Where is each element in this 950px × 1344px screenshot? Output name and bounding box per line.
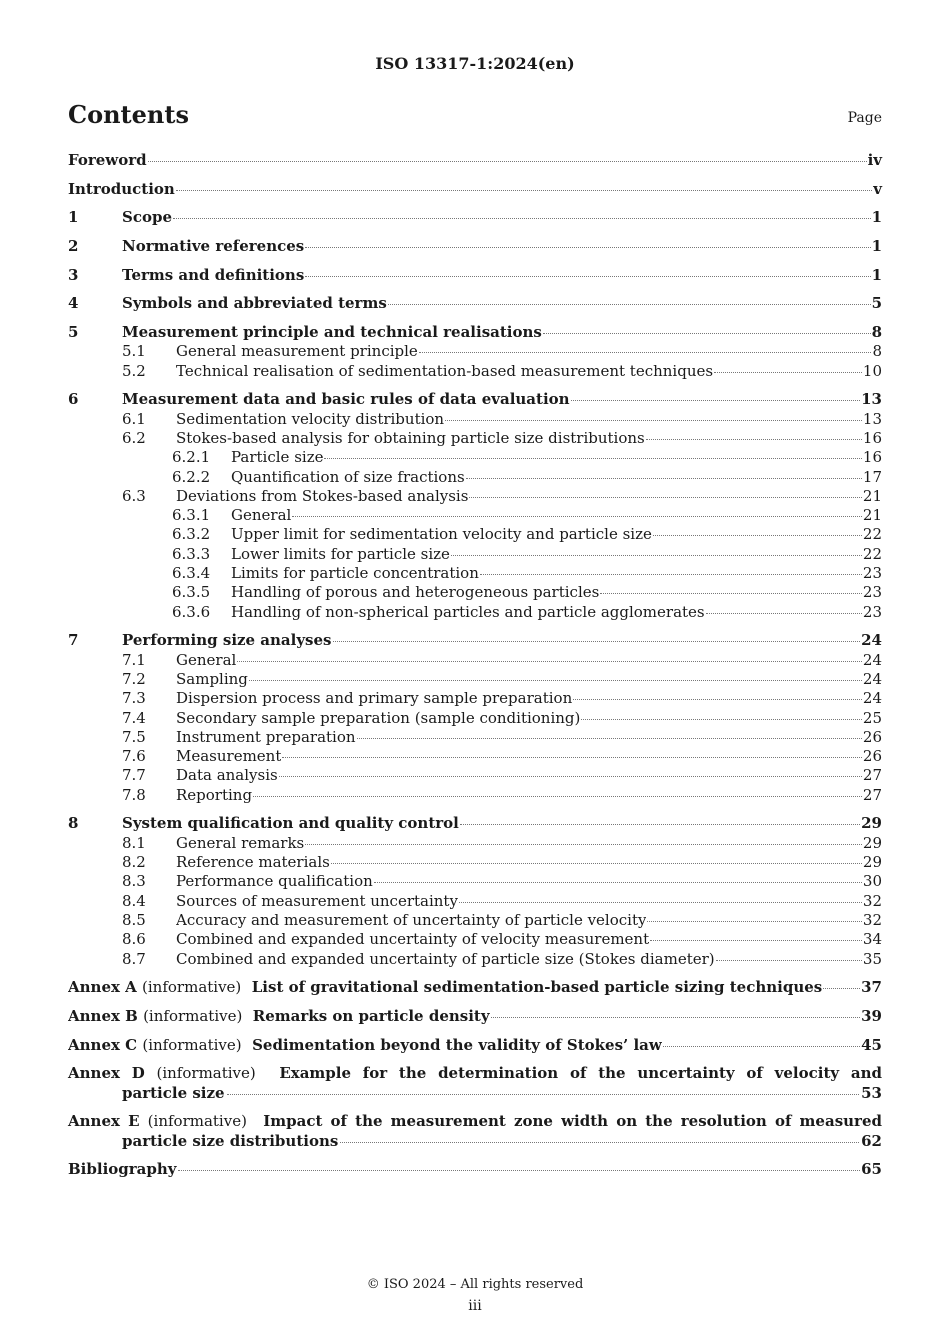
toc-entry-number: 7.7 xyxy=(122,766,146,785)
toc-entry-page: 16 xyxy=(862,448,882,467)
toc-entry-title: Performing size analyses xyxy=(122,631,332,650)
toc-entry-number: 7.2 xyxy=(122,669,146,688)
toc-entry-title: Introduction xyxy=(68,179,175,198)
toc-entry-number: 5.1 xyxy=(122,342,146,361)
toc-entry-title: General xyxy=(231,506,292,525)
toc-entry-number: 8.5 xyxy=(122,910,146,929)
toc-entry-title: Dispersion process and primary sample preparation xyxy=(176,689,573,708)
toc-entry[interactable] xyxy=(68,872,882,891)
toc-entry-page: 8 xyxy=(872,342,882,361)
page-column-label: Page xyxy=(847,110,882,126)
toc-entry[interactable] xyxy=(68,766,882,785)
toc-entry[interactable] xyxy=(68,151,882,170)
annex-title-line-1 xyxy=(68,1064,882,1083)
toc-entry-number: 7.4 xyxy=(122,708,146,727)
toc-entry-number: 5.2 xyxy=(122,361,146,380)
annex-label: Annex B xyxy=(68,1006,138,1025)
toc-entry[interactable] xyxy=(68,786,882,805)
toc-entry-title: Sources of measurement uncertainty xyxy=(176,891,458,910)
dot-leader xyxy=(543,333,871,334)
toc-entry-title: Performance qualification xyxy=(176,872,373,891)
toc-entry[interactable] xyxy=(68,410,882,429)
dot-leader xyxy=(282,757,862,758)
dot-leader xyxy=(292,516,862,517)
annex-title: Remarks on particle density xyxy=(252,1006,490,1025)
dot-leader xyxy=(653,535,862,536)
toc-entry-number: 8 xyxy=(68,814,79,833)
dot-leader xyxy=(324,458,861,459)
toc-entry-title: Handling of non-spherical particles and particle agglomerates xyxy=(231,602,705,621)
toc-entry[interactable] xyxy=(68,390,882,409)
toc-entry-page: 13 xyxy=(862,409,882,428)
dot-leader xyxy=(419,352,872,353)
toc-entry-title: Combined and expanded uncertainty of velocity measurement xyxy=(176,930,650,949)
toc-entry-page: 21 xyxy=(862,506,882,525)
toc-entry-page: 65 xyxy=(861,1160,882,1179)
dot-leader xyxy=(253,796,862,797)
toc-annex-entry[interactable] xyxy=(68,1064,882,1103)
annex-type: (informative) xyxy=(147,1112,247,1131)
toc-entry-page: 29 xyxy=(861,814,882,833)
annex-label: Annex E xyxy=(68,1112,140,1131)
toc-entry[interactable] xyxy=(68,853,882,872)
toc-entry-number: 7.1 xyxy=(122,650,146,669)
toc-entry-title: Reporting xyxy=(176,785,253,804)
dot-leader xyxy=(178,1170,861,1171)
toc-entry-title: Instrument preparation xyxy=(176,727,356,746)
toc-entry[interactable] xyxy=(68,208,882,227)
toc-entry-title: Scope xyxy=(122,208,173,227)
toc-entry-number: 3 xyxy=(68,265,79,284)
dot-leader xyxy=(716,960,862,961)
dot-leader xyxy=(650,940,862,941)
toc-entry-number: 6.3 xyxy=(122,486,146,505)
dot-leader xyxy=(823,988,860,989)
toc-entry-number: 4 xyxy=(68,294,79,313)
toc-entry-number: 6.3.6 xyxy=(172,602,211,621)
toc-entry-title: Upper limit for sedimentation velocity and particle size xyxy=(231,525,652,544)
dot-leader xyxy=(573,699,862,700)
toc-entry-number: 6.3.5 xyxy=(172,583,211,602)
dot-leader xyxy=(279,776,862,777)
toc-entry[interactable] xyxy=(68,689,882,708)
toc-annex-title xyxy=(68,1036,662,1055)
toc-entry-title: Technical realisation of sedimentation-based measurement techniques xyxy=(176,361,714,380)
toc-entry-page: 5 xyxy=(871,294,882,313)
toc-entry[interactable] xyxy=(68,545,882,564)
toc-entry[interactable] xyxy=(68,429,882,448)
toc-entry-number: 8.1 xyxy=(122,833,146,852)
toc-entry-number: 6.1 xyxy=(122,409,146,428)
toc-entry[interactable] xyxy=(68,651,882,670)
toc-entry-page: 1 xyxy=(871,265,882,284)
toc-entry-page: 8 xyxy=(871,323,882,342)
annex-type: (informative) xyxy=(142,1035,242,1054)
toc-entry-title: General measurement principle xyxy=(176,342,418,361)
toc-entry-title: Normative references xyxy=(122,237,305,256)
toc-entry[interactable] xyxy=(68,564,882,583)
toc-entry-page: 1 xyxy=(871,237,882,256)
toc-entry[interactable] xyxy=(68,747,882,766)
toc-entry[interactable] xyxy=(68,670,882,689)
toc-entry-page: 34 xyxy=(862,930,882,949)
toc-entry-page: 37 xyxy=(861,978,882,997)
toc-entry[interactable] xyxy=(68,294,882,313)
toc-entry-page: 24 xyxy=(862,669,882,688)
toc-entry[interactable] xyxy=(68,266,882,285)
dot-leader xyxy=(340,1142,859,1143)
toc-entry-page: 17 xyxy=(862,467,882,486)
toc-entry-number: 6.2.2 xyxy=(172,467,211,486)
toc-entry[interactable] xyxy=(68,814,882,833)
toc-entry-title: Handling of porous and heterogeneous particles xyxy=(231,583,600,602)
dot-leader xyxy=(491,1017,861,1018)
table-of-contents xyxy=(68,151,882,1180)
toc-entry[interactable] xyxy=(68,950,882,969)
toc-entry-title: System qualification and quality control xyxy=(122,814,459,833)
toc-entry[interactable] xyxy=(68,448,882,467)
toc-entry[interactable] xyxy=(68,506,882,525)
annex-title: Sedimentation beyond the validity of Stokes’ law xyxy=(252,1035,662,1054)
toc-entry[interactable] xyxy=(68,583,882,602)
dot-leader xyxy=(148,161,867,162)
toc-entry-number: 6 xyxy=(68,390,79,409)
dot-leader xyxy=(305,247,870,248)
toc-entry-page: 32 xyxy=(862,910,882,929)
toc-entry-number: 5 xyxy=(68,323,79,342)
toc-entry-title: General remarks xyxy=(176,833,305,852)
toc-entry-page: 45 xyxy=(861,1035,882,1054)
dot-leader xyxy=(646,439,862,440)
dot-leader xyxy=(227,1094,860,1095)
toc-entry-page: 29 xyxy=(862,853,882,872)
toc-entry-page: iv xyxy=(867,151,882,169)
toc-entry-title: Lower limits for particle size xyxy=(231,544,450,563)
toc-entry-page: 24 xyxy=(862,650,882,669)
toc-entry-number: 8.4 xyxy=(122,891,146,910)
toc-entry-page: 35 xyxy=(862,949,882,968)
toc-entry-page: 13 xyxy=(861,390,882,409)
toc-entry-number: 7.5 xyxy=(122,727,146,746)
toc-entry[interactable] xyxy=(68,180,882,199)
dot-leader xyxy=(647,921,861,922)
toc-entry-title: Symbols and abbreviated terms xyxy=(122,294,387,313)
toc-entry-number: 7.6 xyxy=(122,747,146,766)
dot-leader xyxy=(331,863,862,864)
toc-entry-number: 6.3.2 xyxy=(172,525,211,544)
toc-entry-title: Sampling xyxy=(176,669,248,688)
toc-entry[interactable] xyxy=(68,603,882,622)
toc-entry-page: 22 xyxy=(862,525,882,544)
toc-entry-page: 24 xyxy=(862,689,882,708)
annex-title: List of gravitational sedimentation-based particle sizing techniques xyxy=(251,978,823,997)
toc-entry-page: 26 xyxy=(862,727,882,746)
toc-entry[interactable] xyxy=(68,911,882,930)
toc-entry-title: Reference materials xyxy=(176,853,330,872)
dot-leader xyxy=(237,661,862,662)
toc-entry[interactable] xyxy=(68,834,882,853)
toc-entry-page: 22 xyxy=(862,544,882,563)
annex-title-continued: particle size xyxy=(122,1083,225,1102)
toc-annex-title xyxy=(68,978,822,997)
toc-entry-title: Limits for particle concentration xyxy=(231,564,479,583)
dot-leader xyxy=(445,420,862,421)
toc-entry[interactable] xyxy=(68,362,882,381)
dot-leader xyxy=(305,276,870,277)
annex-title-line-1 xyxy=(68,1112,882,1131)
toc-entry-bibliography[interactable] xyxy=(68,1160,882,1179)
toc-entry-page: 32 xyxy=(862,891,882,910)
annex-label: Annex A xyxy=(68,978,137,997)
toc-entry-title: Accuracy and measurement of uncertainty of particle velocity xyxy=(176,910,647,929)
dot-leader xyxy=(460,824,860,825)
dot-leader xyxy=(706,613,862,614)
toc-entry-page: 29 xyxy=(862,833,882,852)
toc-entry-page: 23 xyxy=(862,564,882,583)
toc-entry[interactable] xyxy=(68,487,882,506)
toc-entry-page: 24 xyxy=(861,631,882,650)
toc-entry[interactable] xyxy=(68,525,882,544)
dot-leader xyxy=(469,497,861,498)
annex-title-line-2 xyxy=(68,1084,882,1103)
toc-entry-number: 1 xyxy=(68,208,79,227)
annex-type: (informative) xyxy=(143,1006,243,1025)
toc-entry-title: Combined and expanded uncertainty of particle size (Stokes diameter) xyxy=(176,949,715,968)
dot-leader xyxy=(600,593,862,594)
toc-entry-title: Measurement data and basic rules of data evaluation xyxy=(122,390,570,409)
toc-annex-entry[interactable] xyxy=(68,1007,882,1026)
toc-entry[interactable] xyxy=(68,930,882,949)
annex-title: Impact of the measurement zone width on the resolution of measured xyxy=(263,1112,882,1131)
toc-entry-title: Foreword xyxy=(68,151,147,169)
dot-leader xyxy=(249,680,862,681)
toc-entry[interactable] xyxy=(68,323,882,342)
toc-entry-number: 8.6 xyxy=(122,930,146,949)
toc-annex-title xyxy=(68,1007,490,1026)
annex-title-line-2 xyxy=(68,1132,882,1151)
annex-title-continued: particle size distributions xyxy=(122,1131,339,1150)
toc-entry-number: 6.2 xyxy=(122,429,146,447)
toc-entry-number: 8.2 xyxy=(122,853,146,872)
copyright-footer: © ISO 2024 – All rights reserved xyxy=(366,1277,584,1292)
toc-entry-page: 26 xyxy=(862,747,882,766)
dot-leader xyxy=(333,641,861,642)
toc-entry-page: 16 xyxy=(862,429,882,447)
toc-entry-title: Bibliography xyxy=(68,1160,177,1179)
annex-type: (informative) xyxy=(142,978,242,997)
toc-entry-number: 8.7 xyxy=(122,949,146,968)
toc-entry[interactable] xyxy=(68,342,882,361)
toc-entry-page: 27 xyxy=(862,785,882,804)
dot-leader xyxy=(357,738,862,739)
dot-leader xyxy=(388,304,871,305)
dot-leader xyxy=(451,555,862,556)
toc-entry-number: 6.3.3 xyxy=(172,544,211,563)
toc-annex-entry[interactable] xyxy=(68,1036,882,1055)
dot-leader xyxy=(571,400,861,401)
dot-leader xyxy=(374,882,862,883)
dot-leader xyxy=(663,1046,860,1047)
page-number: iii xyxy=(468,1298,482,1314)
toc-entry-title: Secondary sample preparation (sample conditioning) xyxy=(176,708,581,727)
annex-label: Annex C xyxy=(68,1035,138,1054)
dot-leader xyxy=(176,190,872,191)
document-header: ISO 13317-1:2024(en) xyxy=(375,54,575,73)
dot-leader xyxy=(480,574,862,575)
toc-entry-number: 6.3.1 xyxy=(172,506,211,525)
toc-entry-page: 53 xyxy=(861,1083,882,1102)
annex-label: Annex D xyxy=(68,1064,145,1083)
contents-title: Contents xyxy=(68,100,189,129)
toc-entry-title: Measurement xyxy=(176,747,282,766)
toc-entry-number: 7 xyxy=(68,631,79,650)
toc-entry-title: Data analysis xyxy=(176,766,278,785)
toc-entry-title: Particle size xyxy=(231,448,324,467)
dot-leader xyxy=(714,372,862,373)
toc-entry[interactable] xyxy=(68,728,882,747)
dot-leader xyxy=(459,902,862,903)
toc-entry-page: 23 xyxy=(862,583,882,602)
dot-leader xyxy=(173,218,871,219)
toc-entry-title: Deviations from Stokes-based analysis xyxy=(176,486,469,505)
toc-entry-number: 2 xyxy=(68,237,79,256)
toc-entry-number: 7.3 xyxy=(122,689,146,708)
annex-type: (informative) xyxy=(156,1064,256,1083)
toc-annex-entry[interactable] xyxy=(68,1112,882,1151)
toc-entry[interactable] xyxy=(68,631,882,650)
toc-entry-page: 39 xyxy=(861,1006,882,1025)
toc-entry[interactable] xyxy=(68,709,882,728)
toc-entry-page: 23 xyxy=(862,602,882,621)
toc-entry-title: Sedimentation velocity distribution xyxy=(176,409,445,428)
toc-entry-page: 27 xyxy=(862,766,882,785)
dot-leader xyxy=(305,844,862,845)
toc-entry-number: 6.2.1 xyxy=(172,448,211,467)
dot-leader xyxy=(466,478,862,479)
toc-entry-page: 1 xyxy=(871,208,882,227)
toc-entry-title: Terms and definitions xyxy=(122,265,305,284)
toc-entry-title: Measurement principle and technical realisations xyxy=(122,323,542,342)
toc-entry-page: 10 xyxy=(862,361,882,380)
toc-entry[interactable] xyxy=(68,468,882,487)
toc-entry-title: General xyxy=(176,650,237,669)
toc-entry[interactable] xyxy=(68,892,882,911)
toc-entry-title: Quantification of size fractions xyxy=(231,467,465,486)
toc-entry-number: 6.3.4 xyxy=(172,564,211,583)
annex-title: Example for the determination of the uncertainty of velocity and xyxy=(279,1064,882,1083)
toc-entry-number: 7.8 xyxy=(122,785,146,804)
toc-entry-title: Stokes-based analysis for obtaining particle size distributions xyxy=(176,429,645,447)
toc-entry-page: 30 xyxy=(862,872,882,891)
toc-entry[interactable] xyxy=(68,237,882,256)
toc-entry-page: 21 xyxy=(862,486,882,505)
toc-annex-entry[interactable] xyxy=(68,978,882,997)
toc-entry-page: 62 xyxy=(861,1131,882,1150)
dot-leader xyxy=(581,719,862,720)
toc-entry-number: 8.3 xyxy=(122,872,146,891)
toc-entry-page: 25 xyxy=(862,708,882,727)
toc-entry-page: v xyxy=(873,179,882,198)
